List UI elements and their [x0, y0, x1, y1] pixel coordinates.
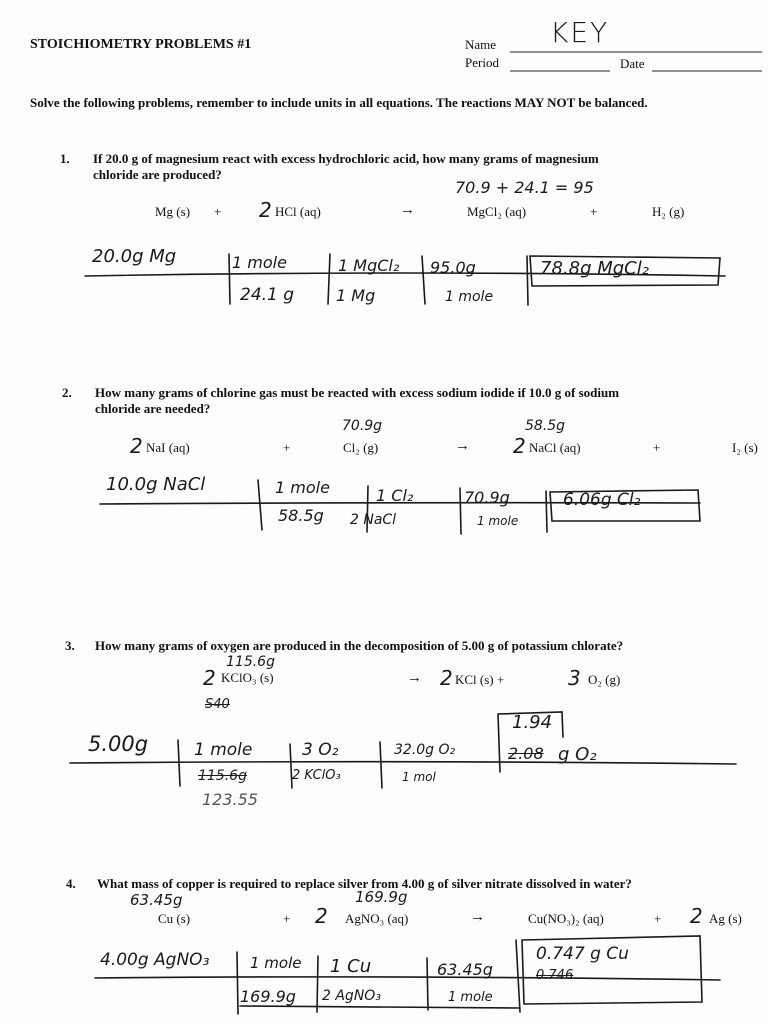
problem-1-work-c2-top: 1 mole [232, 253, 287, 272]
problem-4-reactant-2: AgNO₃ (aq) [345, 911, 409, 926]
problem-2-work-c4-top: 70.9g [464, 488, 510, 507]
problem-3-reactant-1: KClO₃ (s) [221, 670, 274, 685]
problem-1-reactant-2: HCl (aq) [275, 204, 321, 219]
problem-2-product-2: I₂ (s) [732, 440, 758, 455]
problem-4-question-line1: What mass of copper is required to replace silver from 4.00 g of silver nitrate dissolved in water? [97, 876, 632, 891]
problem-1-coef-r2: 2 [259, 198, 272, 222]
problem-2-coef-p1: 2 [513, 434, 526, 458]
problem-1-reactant-1: Mg (s) [155, 204, 191, 219]
problem-2-work-c3-top: 1 Cl₂ [376, 486, 414, 505]
instructions: Solve the following problems, remember to include units in all equations. The reactions MAY NOT be balanced. [30, 95, 648, 110]
problem-3-work-c2-bottom: 123.55 [202, 790, 258, 809]
problem-2-plus-2: + [653, 440, 661, 455]
problem-4-plus-1: + [283, 911, 291, 926]
problem-1-molar-note: 70.9 + 24.1 = 95 [455, 178, 594, 197]
problem-1-number: 1. [60, 151, 70, 166]
problem-4-reactant-1: Cu (s) [158, 911, 191, 926]
problem-3-work-c4-top: 32.0g O₂ [394, 742, 456, 758]
problem-3-answer-struck: 2.08 [508, 744, 544, 763]
problem-2-work-c2-bottom: 58.5g [278, 506, 324, 525]
problem-2-reactant-2: Cl₂ (g) [343, 440, 379, 455]
problem-1-product-1: MgCl₂ (aq) [467, 204, 527, 219]
problem-1-work-c3-bottom: 1 Mg [336, 286, 376, 305]
problem-4-work-c3-bottom: 2 AgNO₃ [322, 988, 381, 1004]
name-value: KEY [550, 16, 610, 49]
problem-2-question-line2: chloride are needed? [95, 401, 211, 416]
problem-2-reactant-1: NaI (aq) [146, 440, 190, 455]
problem-3-work-c2-bottom-struck: 115.6g [198, 768, 247, 784]
problem-4-answer-struck: 0.746 [536, 968, 574, 983]
problem-4-answer: 0.747 g Cu [536, 944, 629, 964]
problem-1-product-2: H₂ (g) [652, 204, 685, 219]
problem-1-plus-2: + [590, 204, 598, 219]
problem-2-molar-note-a: 70.9g [342, 418, 383, 434]
problem-1-work-c4-top: 95.0g [430, 258, 476, 277]
problem-1-answer: 78.8g MgCl₂ [540, 258, 649, 279]
problem-2-product-1: NaCl (aq) [529, 440, 581, 455]
problem-4-coef-r2: 2 [315, 904, 328, 928]
problem-3-product-2: O₂ (g) [588, 672, 621, 687]
problem-4-work-c3-top: 1 Cu [330, 956, 372, 977]
problem-4-coef-p2: 2 [690, 904, 703, 928]
problem-1-work-start: 20.0g Mg [92, 246, 177, 267]
problem-1-question-line2: chloride are produced? [93, 167, 222, 182]
problem-2-work-c3-bottom: 2 NaCl [350, 512, 397, 528]
problem-1-plus-1: + [214, 204, 222, 219]
date-label: Date [620, 56, 645, 71]
problem-2-arrow: → [455, 438, 470, 454]
problem-4-product-1: Cu(NO₃)₂ (aq) [528, 911, 604, 926]
problem-1-work-c4-bottom: 1 mole [445, 289, 494, 305]
problem-3-work-c4-bottom: 1 mol [402, 770, 436, 784]
problem-4-arrow: → [470, 909, 485, 925]
problem-3-answer-unit: g O₂ [558, 744, 597, 765]
problem-2-plus-1: + [283, 440, 291, 455]
problem-3-product-1: KCl (s) + [455, 672, 505, 687]
problem-4-number: 4. [66, 876, 76, 891]
worksheet-title: STOICHIOMETRY PROBLEMS #1 [30, 37, 252, 52]
problem-1-question-line1: If 20.0 g of magnesium react with excess hydrochloric acid, how many grams of magnesium [93, 151, 599, 166]
problem-4-work-c4-bottom: 1 mole [448, 990, 493, 1005]
problem-3-coef-p2: 3 [568, 666, 581, 690]
problem-3-work-c3-top: 3 O₂ [302, 740, 339, 760]
name-label: Name [465, 37, 497, 52]
problem-3-molar-note: 115.6g [226, 654, 275, 670]
problem-3-work-c2-top: 1 mole [194, 740, 253, 760]
problem-2-work-c2-top: 1 mole [275, 478, 330, 497]
problem-2-number: 2. [62, 385, 72, 400]
problem-2-question-line1: How many grams of chlorine gas must be reacted with excess sodium iodide if 10.0 g of sodium [95, 385, 620, 400]
problem-1-work-c3-top: 1 MgCl₂ [338, 256, 400, 275]
problem-4-work-c2-bottom: 169.9g [240, 987, 296, 1006]
problem-1-arrow: → [400, 202, 415, 218]
problem-3-question-line1: How many grams of oxygen are produced in the decomposition of 5.00 g of potassium chlorate? [95, 638, 624, 653]
problem-3-coef-r1: 2 [203, 666, 216, 690]
problem-4-molar-note-b: 169.9g [355, 888, 408, 906]
problem-4-work-c4-top: 63.45g [437, 960, 493, 979]
problem-4-plus-2: + [654, 911, 662, 926]
problem-2-coef-r1: 2 [130, 434, 143, 458]
problem-4-work-c2-top: 1 mole [250, 954, 302, 972]
problem-2-answer: 6.06g Cl₂ [563, 490, 641, 510]
problem-4-molar-note-a: 63.45g [130, 891, 183, 909]
problem-3-arrow: → [407, 670, 422, 686]
problem-3-struck-note: S40 [205, 697, 230, 712]
problem-3-number: 3. [65, 638, 75, 653]
problem-1-work-c2-bottom: 24.1 g [240, 285, 295, 305]
problem-3-answer-corrected: 1.94 [512, 712, 553, 733]
problem-2-molar-note-b: 58.5g [525, 418, 566, 434]
problem-2-work-c4-bottom: 1 mole [477, 514, 519, 528]
problem-3-work-c3-bottom: 2 KClO₃ [292, 768, 341, 783]
problem-3-work-start: 5.00g [88, 732, 149, 756]
period-label: Period [465, 55, 499, 70]
problem-4-work-start: 4.00g AgNO₃ [100, 950, 210, 970]
problem-4-product-2: Ag (s) [709, 911, 742, 926]
problem-2-work-start: 10.0g NaCl [106, 474, 206, 495]
problem-3-coef-p1: 2 [440, 666, 453, 690]
